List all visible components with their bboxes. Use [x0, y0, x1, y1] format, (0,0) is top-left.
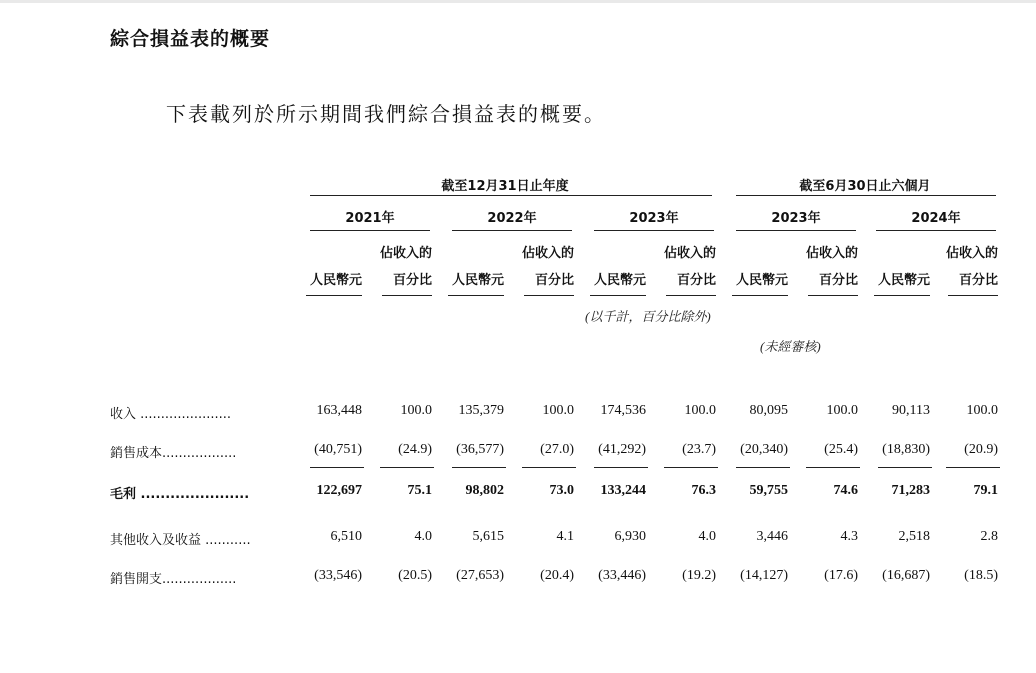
table-cell: 135,379	[458, 403, 504, 418]
table-cell: 2.8	[980, 529, 998, 544]
subtotal-rule	[522, 467, 576, 468]
period-rule-year-end	[310, 195, 712, 196]
col-header-pct-line2: 百分比	[392, 273, 432, 288]
col-header-pct-line2: 百分比	[818, 273, 858, 288]
col-header-rmb: 人民幣元	[735, 273, 788, 288]
table-cell: 4.0	[414, 529, 432, 544]
table-cell: (23.7)	[682, 442, 716, 457]
row-label: 其他收入及收益 ...........	[110, 533, 251, 548]
col-header-rmb: 人民幣元	[451, 273, 504, 288]
table-cell: (18,830)	[882, 442, 930, 457]
col-header-rule	[732, 295, 788, 296]
intro-paragraph: 下表載列於所示期間我們綜合損益表的概要。	[166, 102, 606, 126]
table-cell: (17.6)	[824, 568, 858, 583]
table-cell: 3,446	[756, 529, 788, 544]
note-unaudited: (未經審核)	[760, 339, 821, 354]
year-rule	[876, 230, 996, 231]
col-header-pct-line1: 佔收入的	[805, 246, 858, 261]
table-cell: 74.6	[833, 483, 858, 498]
table-cell: (41,292)	[598, 442, 646, 457]
col-header-rmb: 人民幣元	[877, 273, 930, 288]
year-header-2023: 2023年	[629, 211, 679, 226]
row-label: 銷售成本..................	[110, 446, 237, 461]
table-cell: 174,536	[600, 403, 646, 418]
col-header-pct-line1: 佔收入的	[945, 246, 998, 261]
subtotal-rule	[946, 467, 1000, 468]
table-cell: 79.1	[973, 483, 998, 498]
table-cell: (33,446)	[598, 568, 646, 583]
year-header-2023-h1: 2023年	[771, 211, 821, 226]
subtotal-rule	[736, 467, 790, 468]
table-cell: 122,697	[316, 483, 362, 498]
subtotal-rule	[664, 467, 718, 468]
table-cell: (20.4)	[540, 568, 574, 583]
subtotal-rule	[310, 467, 364, 468]
row-label: 毛利 ......................	[110, 487, 250, 502]
table-cell: 5,615	[472, 529, 504, 544]
table-cell: (20.9)	[964, 442, 998, 457]
table-cell: (14,127)	[740, 568, 788, 583]
col-header-rule	[666, 295, 716, 296]
subtotal-rule	[380, 467, 434, 468]
table-cell: (40,751)	[314, 442, 362, 457]
period-header-six-months: 截至6月30日止六個月	[799, 179, 931, 194]
top-border	[0, 0, 1036, 3]
table-cell: 4.1	[556, 529, 574, 544]
table-cell: (25.4)	[824, 442, 858, 457]
table-cell: 100.0	[966, 403, 998, 418]
col-header-rmb: 人民幣元	[593, 273, 646, 288]
table-cell: (33,546)	[314, 568, 362, 583]
table-cell: (20.5)	[398, 568, 432, 583]
table-cell: (16,687)	[882, 568, 930, 583]
table-cell: 6,930	[614, 529, 646, 544]
col-header-rule	[306, 295, 362, 296]
period-rule-six-months	[736, 195, 996, 196]
year-rule	[310, 230, 430, 231]
subtotal-rule	[806, 467, 860, 468]
col-header-rule	[590, 295, 646, 296]
table-cell: 4.3	[840, 529, 858, 544]
col-header-rule	[808, 295, 858, 296]
table-cell: 80,095	[749, 403, 788, 418]
table-cell: 73.0	[549, 483, 574, 498]
subtotal-rule	[878, 467, 932, 468]
col-header-rule	[382, 295, 432, 296]
year-header-2021: 2021年	[345, 211, 395, 226]
table-cell: 90,113	[892, 403, 930, 418]
table-cell: (24.9)	[398, 442, 432, 457]
col-header-pct-line2: 百分比	[534, 273, 574, 288]
col-header-pct-line2: 百分比	[676, 273, 716, 288]
period-header-year-end: 截至12月31日止年度	[441, 179, 569, 194]
row-label: 銷售開支..................	[110, 572, 237, 587]
year-rule	[736, 230, 856, 231]
table-cell: (27,653)	[456, 568, 504, 583]
year-header-2022: 2022年	[487, 211, 537, 226]
table-cell: 4.0	[698, 529, 716, 544]
table-cell: 100.0	[826, 403, 858, 418]
col-header-rule	[524, 295, 574, 296]
table-cell: 71,283	[891, 483, 930, 498]
table-cell: (36,577)	[456, 442, 504, 457]
row-label: 收入 ......................	[110, 407, 232, 422]
table-cell: 59,755	[749, 483, 788, 498]
col-header-pct-line2: 百分比	[958, 273, 998, 288]
subtotal-rule	[452, 467, 506, 468]
table-cell: 100.0	[542, 403, 574, 418]
col-header-pct-line1: 佔收入的	[379, 246, 432, 261]
note-thousands: (以千計，百分比除外)	[585, 309, 711, 324]
table-cell: 2,518	[898, 529, 930, 544]
table-cell: 100.0	[684, 403, 716, 418]
table-cell: (19.2)	[682, 568, 716, 583]
col-header-pct-line1: 佔收入的	[663, 246, 716, 261]
table-cell: (27.0)	[540, 442, 574, 457]
table-cell: (18.5)	[964, 568, 998, 583]
subtotal-rule	[594, 467, 648, 468]
col-header-rmb: 人民幣元	[309, 273, 362, 288]
section-title: 綜合損益表的概要	[110, 28, 271, 50]
year-rule	[594, 230, 714, 231]
col-header-pct-line1: 佔收入的	[521, 246, 574, 261]
col-header-rule	[874, 295, 930, 296]
table-cell: 98,802	[465, 483, 504, 498]
table-cell: 75.1	[407, 483, 432, 498]
col-header-rule	[448, 295, 504, 296]
table-cell: 100.0	[400, 403, 432, 418]
table-cell: 163,448	[316, 403, 362, 418]
table-cell: 133,244	[600, 483, 646, 498]
table-cell: 6,510	[330, 529, 362, 544]
table-cell: (20,340)	[740, 442, 788, 457]
year-rule	[452, 230, 572, 231]
year-header-2024-h1: 2024年	[911, 211, 961, 226]
table-cell: 76.3	[691, 483, 716, 498]
col-header-rule	[948, 295, 998, 296]
